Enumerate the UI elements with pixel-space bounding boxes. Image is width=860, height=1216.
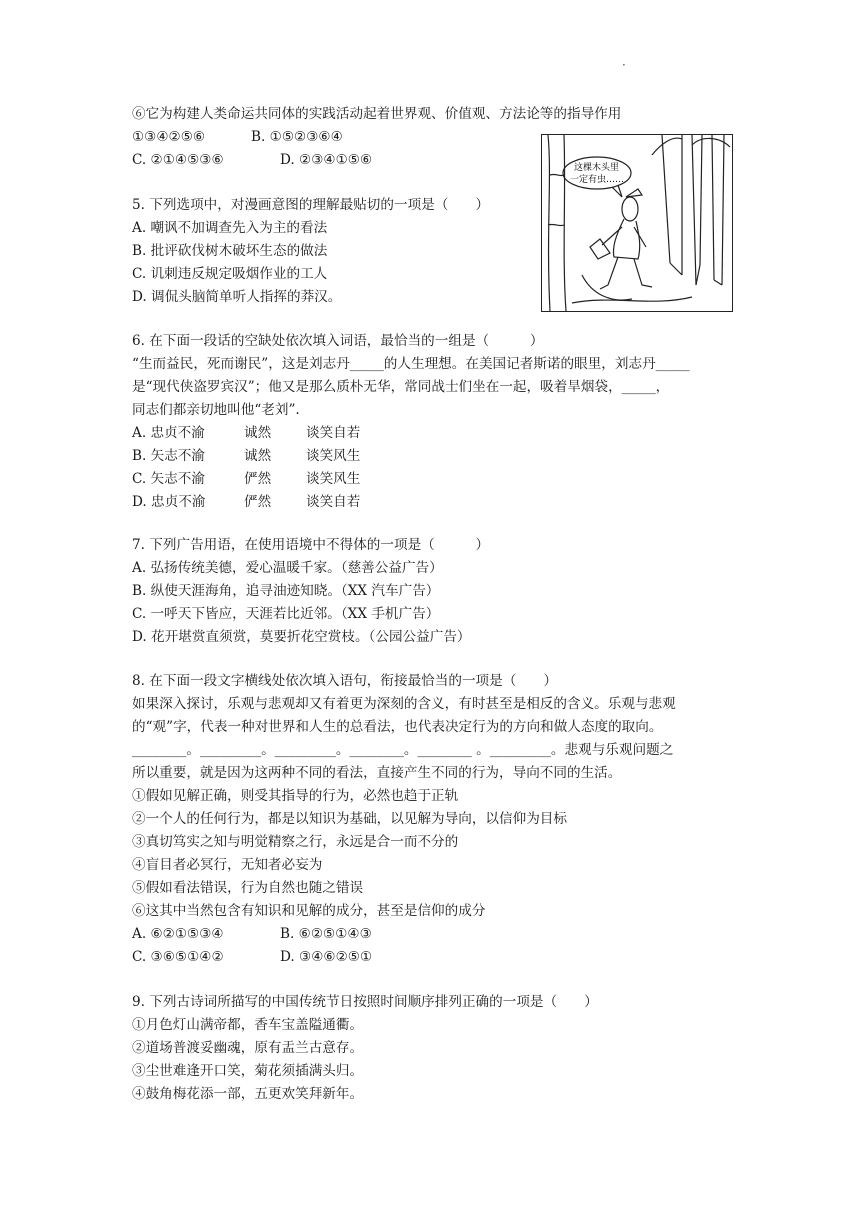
q9-stem: 9. 下列古诗词所描写的中国传统节日按照时间顺序排列正确的一项是（ ）: [132, 994, 598, 1010]
q5-option-a: A. 嘲讽不加调查先入为主的看法: [132, 220, 328, 236]
previous-item-6: ⑥它为构建人类命运共同体的实践活动起着世界观、价值观、方法论等的指导作用: [132, 106, 622, 122]
page-mark: ·: [622, 58, 626, 72]
q6-option-c-word3: 谈笑风生: [306, 471, 361, 487]
q8-item-1: ①假如见解正确，则受其指导的行为，必然也趋于正轨: [132, 788, 459, 804]
q8-passage-line: ________。_________。_________。________。________ 。_________。悲观与乐观问题之: [132, 742, 674, 758]
q8-item-3: ③真切笃实之知与明觉精察之行，永远是合一而不分的: [132, 834, 459, 850]
q6-option-b-word2: 诚然: [244, 448, 272, 464]
q8-passage-line: 如果深入探讨，乐观与悲观却又有着更为深刻的含义，有时甚至是相反的含义。乐观与悲观: [132, 696, 676, 712]
q7-option-a: A. 弘扬传统美德，爱心温暖千家。（慈善公益广告）: [132, 560, 443, 576]
bubble-line-1: 这棵木头里: [574, 163, 620, 173]
q7-option-c: C. 一呼天下皆应，天涯若比近邻。（XX 手机广告）: [132, 606, 440, 622]
q6-option-d-word3: 谈笑自若: [306, 494, 361, 510]
q8-item-4: ④盲目者必冥行，无知者必妄为: [132, 857, 323, 873]
q6-option-a-word2: 诚然: [244, 425, 272, 441]
q8-option-b: B. ⑥②⑤①④③: [280, 926, 372, 942]
q7-option-d: D. 花开堪赏直须赏，莫要折花空赏枝。（公园公益广告）: [132, 629, 471, 645]
q7-option-b: B. 纵使天涯海角，追寻油迹知晓。（XX 汽车广告）: [132, 583, 440, 599]
previous-option-c: C. ②①④⑤③⑥: [132, 152, 224, 168]
q8-item-5: ⑤假如看法错误，行为自然也随之错误: [132, 880, 364, 896]
q6-option-b-word1: B. 矢志不渝: [132, 448, 206, 464]
q6-passage-line: 是“现代侠盗罗宾汉”；他又是那么质朴无华，常同战士们坐在一起，吸着旱烟袋，_____，: [132, 379, 670, 395]
q6-passage-line: 同志们都亲切地叫他“老刘”.: [132, 402, 300, 418]
q6-stem: 6. 在下面一段话的空缺处依次填入词语，最恰当的一组是（ ）: [132, 333, 544, 349]
q8-passage-line: 所以重要，就是因为这两种不同的看法，直接产生不同的行为，导向不同的生活。: [132, 765, 622, 781]
cartoon-drawing: [542, 135, 732, 311]
bubble-line-2: 一定有虫……: [570, 175, 625, 185]
previous-option-d: D. ②③④①⑤⑥: [280, 152, 373, 168]
q9-item-4: ④鼓角梅花添一部，五更欢笑拜新年。: [132, 1086, 364, 1102]
q6-option-c-word1: C. 矢志不渝: [132, 471, 205, 487]
q6-option-a-word1: A. 忠贞不渝: [132, 425, 205, 441]
q8-item-2: ②一个人的任何行为，都是以知识为基础，以见解为导向，以信仰为目标: [132, 811, 567, 827]
q8-option-c: C. ③⑥⑤①④②: [132, 949, 224, 965]
q6-passage-line: “生而益民，死而谢民”，这是刘志丹_____的人生理想。在美国记者斯诺的眼里，刘志丹_____: [132, 356, 690, 372]
q5-option-d: D. 调侃头脑简单听人指挥的莽汉。: [132, 289, 342, 305]
q8-item-6: ⑥这其中当然包含有知识和见解的成分，甚至是信仰的成分: [132, 903, 486, 919]
cartoon-illustration: [541, 134, 733, 312]
q8-passage-line: 的“观”字，代表一种对世界和人生的总看法，也代表决定行为的方向和做人态度的取向。: [132, 719, 663, 735]
q6-option-d-word2: 俨然: [244, 494, 272, 510]
q6-option-b-word3: 谈笑风生: [306, 448, 361, 464]
q5-option-b: B. 批评砍伐树木破坏生态的做法: [132, 243, 328, 259]
q5-stem: 5. 下列选项中，对漫画意图的理解最贴切的一项是（ ）: [132, 197, 490, 213]
q6-option-d-word1: D. 忠贞不渝: [132, 494, 206, 510]
q9-item-3: ③尘世难逢开口笑，菊花须插满头归。: [132, 1063, 364, 1079]
q5-option-c: C. 讥刺违反规定吸烟作业的工人: [132, 266, 328, 282]
q9-item-2: ②道场普渡妥幽魂，原有盂兰古意存。: [132, 1040, 364, 1056]
previous-option-a: ①③④②⑤⑥: [132, 129, 206, 145]
q6-option-a-word3: 谈笑自若: [306, 425, 361, 441]
q8-stem: 8. 在下面一段文字横线处依次填入语句，衔接最恰当的一项是（ ）: [132, 673, 558, 689]
q9-item-1: ①月色灯山满帝都，香车宝盖隘通衢。: [132, 1017, 364, 1033]
q6-option-c-word2: 俨然: [244, 471, 272, 487]
q8-option-a: A. ⑥②①⑤③④: [132, 926, 224, 942]
q7-stem: 7. 下列广告用语，在使用语境中不得体的一项是（ ）: [132, 537, 490, 553]
previous-option-b: B. ①⑤②③⑥④: [251, 129, 343, 145]
q8-option-d: D. ③④⑥②⑤①: [280, 949, 373, 965]
